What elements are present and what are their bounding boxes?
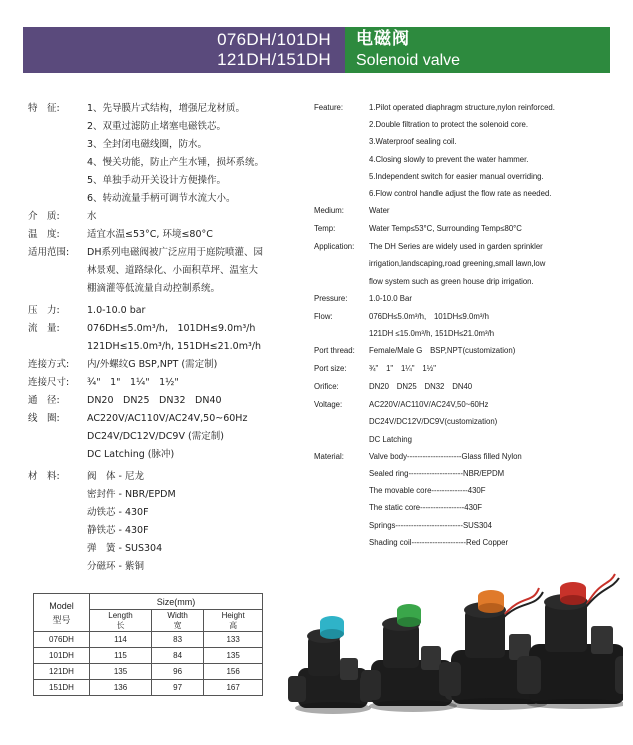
cn-conn-label: 连接方式:: [28, 359, 70, 370]
cell-model: 076DH: [34, 632, 90, 648]
cn-material-label: 材 料:: [28, 471, 60, 482]
cell-length: 114: [90, 632, 152, 648]
en-app-line: irrigation,landscaping,road greening,small lawn,low: [369, 259, 546, 269]
cn-conn-row: [28, 356, 293, 374]
cell-height: 156: [204, 664, 263, 680]
en-size-label: Port size:: [314, 364, 347, 374]
en-voltage-row: [314, 396, 614, 448]
height-header-en: Height: [221, 610, 245, 620]
en-thread-row: [314, 342, 614, 360]
cn-material-item: 静铁芯 - 430F: [87, 525, 149, 536]
header-models-block: [23, 27, 345, 73]
model-header-cn: 型号: [52, 614, 71, 625]
cell-height: 135: [204, 648, 263, 664]
cn-bore-row: [28, 392, 293, 410]
en-feature-item: 2.Double filtration to protect the solenoid core.: [369, 120, 529, 130]
en-flow-line: 121DH ≤15.0m³/h, 151DH≤21.0m³/h: [369, 329, 495, 339]
length-header: [90, 610, 152, 632]
en-feature-item: 4.Closing slowly to prevent the water hammer.: [369, 154, 529, 164]
title-en: Solenoid valve: [356, 52, 461, 69]
cn-app-line: 棚滴灌等低流量自动控制系统。: [87, 283, 221, 294]
cn-flow-row: [28, 320, 293, 356]
cn-flow-line: 121DH≤15.0m³/h, 151DH≤21.0m³/h: [87, 341, 262, 352]
models-line-2: 121DH/151DH: [217, 50, 331, 69]
cell-height: 133: [204, 632, 263, 648]
cn-coil-line: AC220V/AC110V/AC24V,50~60Hz: [87, 413, 248, 424]
cn-temp-value: 适宜水温≤53°C, 环境≤80°C: [87, 229, 213, 240]
en-feature-item: 3.Waterproof sealing coil.: [369, 137, 457, 147]
cn-feature-item: 4、慢关功能，防止产生水锤，损坏系统。: [87, 157, 265, 168]
cell-length: 136: [90, 680, 152, 696]
en-temp-label: Temp:: [314, 224, 336, 234]
cn-app-row: [28, 244, 293, 298]
en-flow-row: [314, 308, 614, 342]
cell-model: 101DH: [34, 648, 90, 664]
cn-app-label: 适用范围:: [28, 247, 70, 258]
title-cn: 电磁阀: [356, 29, 410, 49]
cn-pressure-label: 压 力:: [28, 305, 60, 316]
length-header-en: Length: [108, 610, 133, 620]
table-row: [34, 664, 263, 680]
en-material-item: Shading coil---------------------Red Copper: [369, 537, 509, 547]
cn-flow-label: 流 量:: [28, 323, 60, 334]
cell-length: 115: [90, 648, 152, 664]
cn-material-item: 动铁芯 - 430F: [87, 507, 149, 518]
cell-height: 167: [204, 680, 263, 696]
en-size-row: [314, 360, 614, 378]
cn-app-line: DH系列电磁阀被广泛应用于庭院喷灌、园: [87, 247, 263, 258]
cn-feature-item: 2、双重过滤防止堵塞电磁铁芯。: [87, 121, 227, 132]
en-feature-row: [314, 99, 614, 202]
models-line-1: 076DH/101DH: [217, 30, 331, 49]
cell-width: 97: [152, 680, 204, 696]
cn-coil-label: 线 圈:: [28, 413, 60, 424]
en-material-item: The movable core--------------430F: [369, 486, 486, 496]
en-material-item: Sealed ring---------------------NBR/EPDM: [369, 469, 505, 479]
en-feature-item: 6.Flow control handle adjust the flow rate as needed.: [369, 189, 552, 199]
cn-pressure-value: 1.0-10.0 bar: [87, 305, 146, 316]
en-voltage-line: AC220V/AC110V/AC24V,50~60Hz: [369, 400, 489, 410]
cn-medium-row: [28, 208, 293, 226]
height-header: [204, 610, 263, 632]
en-material-item: Valve body---------------------Glass filled Nylon: [369, 451, 522, 461]
cn-size-value: ¾" 1" 1¼" 1½": [87, 377, 179, 388]
en-temp-value: Water Temp≤53°C, Surrounding Temp≤80°C: [369, 224, 522, 234]
en-app-row: [314, 238, 614, 290]
en-thread-label: Port thread:: [314, 346, 355, 356]
en-pressure-value: 1.0-10.0 Bar: [369, 293, 412, 303]
en-voltage-line: DC24V/DC12V/DC9V(customization): [369, 417, 498, 427]
en-orifice-label: Orifice:: [314, 382, 339, 392]
en-orifice-row: [314, 378, 614, 396]
cn-coil-line: DC Latching (脉冲): [87, 449, 175, 460]
en-pressure-row: [314, 290, 614, 308]
height-header-cn: 高: [229, 620, 238, 630]
valve-151dh-image: [517, 574, 623, 709]
cn-flow-line: 076DH≤5.0m³/h, 101DH≤9.0m³/h: [87, 323, 256, 334]
cell-width: 84: [152, 648, 204, 664]
en-feature-item: 1.Pilot operated diaphragm structure,nylon reinforced.: [369, 103, 555, 112]
cn-material-item: 分磁环 - 紫铜: [87, 561, 144, 572]
cn-material-item: 密封件 - NBR/EPDM: [87, 489, 176, 500]
cn-app-line: 林景观、道路绿化、小面积草坪、温室大: [87, 265, 259, 276]
header-title-block: [345, 27, 610, 73]
en-flow-line: 076DH≤5.0m³/h, 101DH≤9.0m³/h: [369, 311, 489, 321]
en-material-item: The static core-----------------430F: [369, 503, 483, 513]
cell-length: 135: [90, 664, 152, 680]
en-medium-value: Water: [369, 206, 390, 216]
en-size-value: ¾" 1" 1¼" 1½": [369, 364, 436, 374]
width-header-cn: 宽: [173, 620, 182, 630]
en-orifice-value: DN20 DN25 DN32 DN40: [369, 382, 473, 392]
header-banner: [0, 27, 633, 73]
length-header-cn: 长: [116, 620, 125, 630]
cell-model: 151DH: [34, 680, 90, 696]
cn-size-row: [28, 374, 293, 392]
en-medium-row: [314, 202, 614, 220]
cn-feature-item: 3、全封闭电磁线圈，防水。: [87, 139, 208, 150]
cn-feature-item: 1、先导膜片式结构，增强尼龙材质。: [87, 103, 246, 114]
valve-product-photo: [283, 570, 623, 735]
size-header: Size(mm): [90, 594, 263, 610]
width-header: [152, 610, 204, 632]
model-numbers: [217, 30, 331, 70]
cn-pressure-row: [28, 302, 293, 320]
en-voltage-line: DC Latching: [369, 434, 412, 444]
cn-material-item: 弹 簧 - SUS304: [87, 543, 163, 554]
cn-medium-label: 介 质:: [28, 211, 60, 222]
cn-feature-row: [28, 100, 293, 208]
cn-bore-label: 通 径:: [28, 395, 60, 406]
model-header: [34, 594, 90, 632]
en-medium-label: Medium:: [314, 206, 344, 216]
table-row: [34, 632, 263, 648]
en-spec-column: [314, 99, 614, 551]
en-feature-label: Feature:: [314, 103, 344, 112]
cell-model: 121DH: [34, 664, 90, 680]
en-voltage-label: Voltage:: [314, 400, 343, 410]
en-app-line: The DH Series are widely used in garden sprinkler: [369, 242, 543, 252]
en-material-item: Springs--------------------------SUS304: [369, 520, 492, 530]
table-row: [34, 680, 263, 696]
en-temp-row: [314, 220, 614, 238]
cn-feature-item: 6、转动流量手柄可调节水流大小。: [87, 193, 236, 204]
cn-material-item: 阀 体 - 尼龙: [87, 471, 144, 482]
model-header-en: Model: [49, 600, 74, 611]
cn-coil-row: [28, 410, 293, 464]
cn-material-row: [28, 468, 293, 576]
cn-coil-line: DC24V/DC12V/DC9V (需定制): [87, 431, 224, 442]
cn-feature-label: 特 征:: [28, 103, 60, 114]
cell-width: 83: [152, 632, 204, 648]
cn-size-label: 连接尺寸:: [28, 377, 70, 388]
cn-spec-column: [28, 100, 293, 576]
cn-feature-item: 5、单独手动开关设计方便操作。: [87, 175, 227, 186]
cn-medium-value: 水: [87, 211, 97, 222]
en-material-row: [314, 448, 614, 551]
en-app-label: Application:: [314, 242, 355, 252]
en-flow-label: Flow:: [314, 311, 333, 321]
en-material-label: Material:: [314, 451, 344, 461]
cell-width: 96: [152, 664, 204, 680]
table-row: [34, 648, 263, 664]
en-pressure-label: Pressure:: [314, 293, 348, 303]
cn-temp-row: [28, 226, 293, 244]
en-app-line: flow system such as green house drip irrigation.: [369, 276, 534, 286]
width-header-en: Width: [167, 610, 188, 620]
en-feature-item: 5.Independent switch for easier manual overriding.: [369, 171, 544, 181]
en-thread-value: Female/Male G BSP,NPT(customization): [369, 346, 516, 356]
cn-bore-value: DN20 DN25 DN32 DN40: [87, 395, 222, 406]
cn-temp-label: 温 度:: [28, 229, 60, 240]
cn-conn-value: 内/外螺纹G BSP,NPT (需定制): [87, 359, 218, 370]
size-table: [33, 593, 263, 696]
